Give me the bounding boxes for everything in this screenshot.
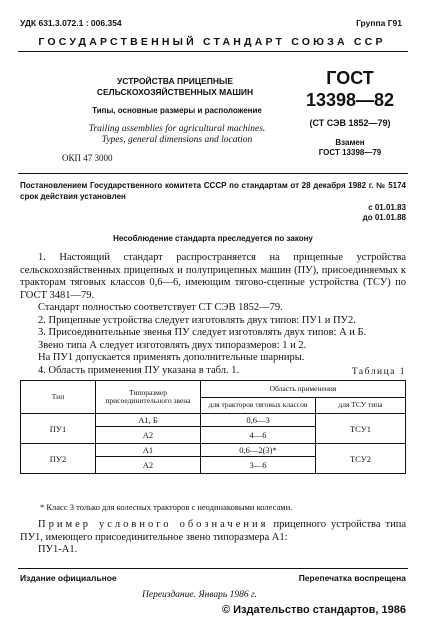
subtitle-ru: Типы, основные размеры и расположение [92, 106, 262, 115]
reissue-note: Переиздание. Январь 1986 г. [142, 590, 257, 600]
cell-type: ПУ1 [21, 414, 96, 444]
validity-dates [363, 203, 406, 223]
replaces-label: Взамен [335, 138, 365, 147]
title-en-line1: Trailing assemblies for agricultural machines. [88, 124, 266, 134]
validity-until: до 01.01.88 [362, 213, 406, 222]
table-footnote: * Класс 3 только для колесных тракторов с неодинаковыми колесами. [40, 502, 293, 512]
title-en [62, 124, 292, 146]
st-sev-code: (СТ СЭВ 1852—79) [309, 118, 391, 128]
paragraph: 1. Настоящий стандарт распространяется на прицепные устройства сельскохозяйственных прицепных и полуприцепных машин (ПУ), присоединяемых к тракторам тяговых классов 0,6—6, имеющим тягово-сцепные устройства (ТСУ) по ГОСТ 3481—79. [20, 252, 406, 301]
col-header-tsu: для ТСУ типа [316, 397, 406, 414]
cell-tsu: ТСУ1 [316, 414, 406, 444]
paragraph: 3. Присоединительные звенья ПУ следует изготовлять двух типов: А и Б. [38, 327, 367, 338]
group-code: Группа Г91 [356, 18, 402, 28]
cell-classes: 4—6 [201, 427, 316, 444]
paragraph: Стандарт полностью соответствует СТ СЭВ 1852—79. [38, 302, 283, 313]
cell-tsu: ТСУ2 [316, 444, 406, 474]
table-row [21, 444, 406, 457]
cell-size: А2 [96, 427, 201, 444]
col-header-area: Область применения [201, 381, 406, 398]
example-text: прицепного устройства типа ПУ1, имеющего присоединительное звено типоразмера А1: [20, 519, 407, 543]
example-paragraph [20, 519, 406, 544]
example-heading: Пример условного обозначения [38, 519, 269, 530]
decree-divider [18, 173, 408, 174]
replaces-block [292, 138, 408, 158]
application-table [20, 380, 406, 474]
top-divider [18, 51, 408, 52]
title-ru-line2: СЕЛЬСКОХОЗЯЙСТВЕННЫХ МАШИН [96, 87, 254, 97]
cell-size: А1 [96, 444, 201, 457]
title-ru [80, 76, 270, 98]
replaces-value: ГОСТ 13398—79 [318, 148, 382, 157]
cell-size: А1, Б [96, 414, 201, 427]
table-row [21, 414, 406, 427]
example-block [20, 519, 406, 557]
gost-number: 13398—82 [305, 90, 395, 110]
standard-line: ГОСУДАРСТВЕННЫЙ СТАНДАРТ СОЮЗА ССР [38, 36, 386, 48]
validity-from: с 01.01.83 [368, 203, 406, 212]
footer-divider [18, 568, 408, 569]
paragraph: 4. Область применения ПУ указана в табл. 1. [38, 364, 240, 376]
cell-size: А2 [96, 457, 201, 474]
paragraph: Звено типа А следует изготовлять двух типоразмеров: 1 и 2. [38, 339, 307, 351]
example-designation: ПУ1-А1. [38, 544, 78, 555]
col-header-tractors: для тракторов тяговых классов [201, 397, 316, 414]
udk-code: УДК 631.3.072.1 : 006.354 [20, 18, 122, 28]
reprint-notice: Перепечатка воспрещена [298, 573, 406, 583]
table-label: Таблица 1 [351, 367, 406, 377]
okp-code: ОКП 47 3000 [62, 153, 113, 163]
decree-text: Постановлением Государственного комитета СССР по стандартам от 28 декабря 1982 г. № 5174 срок действия установлен [20, 181, 406, 201]
enforcement-note: Несоблюдение стандарта преследуется по закону [113, 234, 313, 243]
cell-type: ПУ2 [21, 444, 96, 474]
body-text [20, 252, 406, 377]
paragraph: 2. Прицепные устройства следует изготовлять двух типов: ПУ1 и ПУ2. [38, 314, 356, 326]
gost-label: ГОСТ [326, 68, 374, 88]
col-header-size: Типоразмер присоединительного звена [96, 381, 201, 414]
official-edition: Издание официальное [20, 573, 117, 583]
publisher-copyright: © Издательство стандартов, 1986 [221, 604, 406, 616]
title-en-line2: Types, general dimensions and location [101, 135, 253, 145]
col-header-type: Тип [21, 381, 96, 414]
cell-classes: 3—6 [201, 457, 316, 474]
paragraph: На ПУ1 допускается применять дополнительные шарниры. [38, 352, 305, 363]
cell-classes: 0,6—2(3)* [201, 444, 316, 457]
title-ru-line1: УСТРОЙСТВА ПРИЦЕПНЫЕ [116, 76, 234, 86]
cell-classes: 0,6—3 [201, 414, 316, 427]
